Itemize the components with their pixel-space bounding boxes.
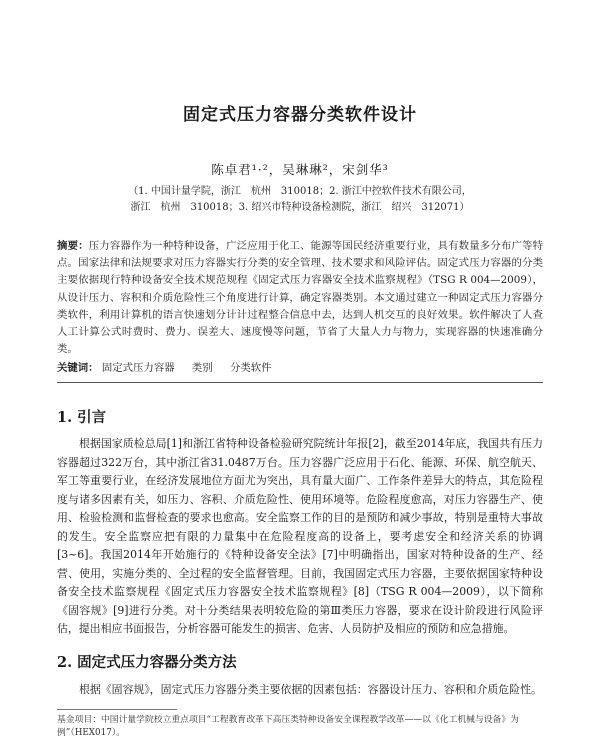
keyword: 固定式压力容器 [101,362,175,374]
footnote-divider [57,709,177,710]
section-heading-intro: 1. 引言 [57,409,107,426]
intro-paragraph: 根据国家质检总局[1]和浙江省特种设备检验研究院统计年报[2]，截至2014年底，我国共有压力容器超过322万台，其中浙江省31.0487万台。压力容器广泛应用于石化、能源、环保、航空航天、军工等重要行业，在经济发展地位方面尤为突出，具有量大面广、工作条件差异大的特点，其危险程度与诸多因素有关，如压力、容积、介质危险性、使用环境等。危险程度愈高，对压力容器生产、使用、检验检测和监督检查的要求也愈高。安全监察工作的目的是预防和减少事故，特别是重特大事故的发生。安全监察应把有限的力量集中在危险程度高的设备上，要考虑安全和经济关系的协调[3~6]。我国2014年开始施行的《特种设备安全法》[7]中明确指出，国家对特种设备的生产、经营、使用，实施分类的、全过程的安全监督管理。目前，我国固定式压力容器，主要依据国家特种设备安全技术监察规程《固定式压力容器安全技术监察规程》[8]（TSG R 004—2009），以下简称《固容规》[9]进行分类。对十分类结果表明较危险的第Ⅲ类压力容器，要求在设计阶段进行风险评估，提出相应书面报告，分析容器可能发生的损害、危害、人员防护及相应的预防和应急措施。 [57,437,543,635]
footnote: 基金项目：中国计量学院校立重点项目“工程教育改革下高压类特种设备安全课程教学改革——以《化工机械与设备》为例”（HEX017）。 [57,715,519,738]
abstract-text: 压力容器作为一种特种设备，广泛应用于化工、能源等国民经济重要行业，具有数量多分布广等特点。国家法律和法规要求对压力容器实行分类的安全管理、技术要求和风险评估。固定式压力容器的分类主要依据现行特种设备安全技术规范规程《固定式压力容器安全技术监察规程》（TSG R 004—2009），从设计压力、容积和介质危险性三个角度进行计算，确定容器类别。本文通过建立一种固定式压力容器分类软件，利用计算机的语言快速划分计计过程整合信息中去，达到人机交互的良好效果。软件解决了人查人工计算公式时费时、费力、误差大、速度慢等问题，节省了大量人力与物力，实现容器的快速准确分类。 [57,240,544,356]
abstract [57,238,543,358]
keyword: 类别 [191,362,213,374]
keywords [57,359,543,374]
affiliation-line-1: （1. 中国计量学院，浙江 杭州 310018；2. 浙江中控软件技术有限公司， [128,186,472,197]
divider [57,382,543,383]
section-heading-method: 2. 固定式压力容器分类方法 [57,654,237,671]
abstract-label: 摘要： [57,240,89,252]
affiliation-line-2: 浙江 杭州 310018；3. 绍兴市特种设备检测院，浙江 绍兴 312071） [130,202,470,213]
author-list: 陈卓君¹·²，吴琳琳²，宋剑华³ [211,162,389,177]
keywords-label: 关键词： [57,362,99,374]
keyword: 分类软件 [230,362,272,374]
method-paragraph: 根据《固容规》，固定式压力容器分类主要依据的因素包括：容器设计压力、容积和介质危险性。 [79,683,542,696]
paper-title: 固定式压力容器分类软件设计 [183,105,417,125]
